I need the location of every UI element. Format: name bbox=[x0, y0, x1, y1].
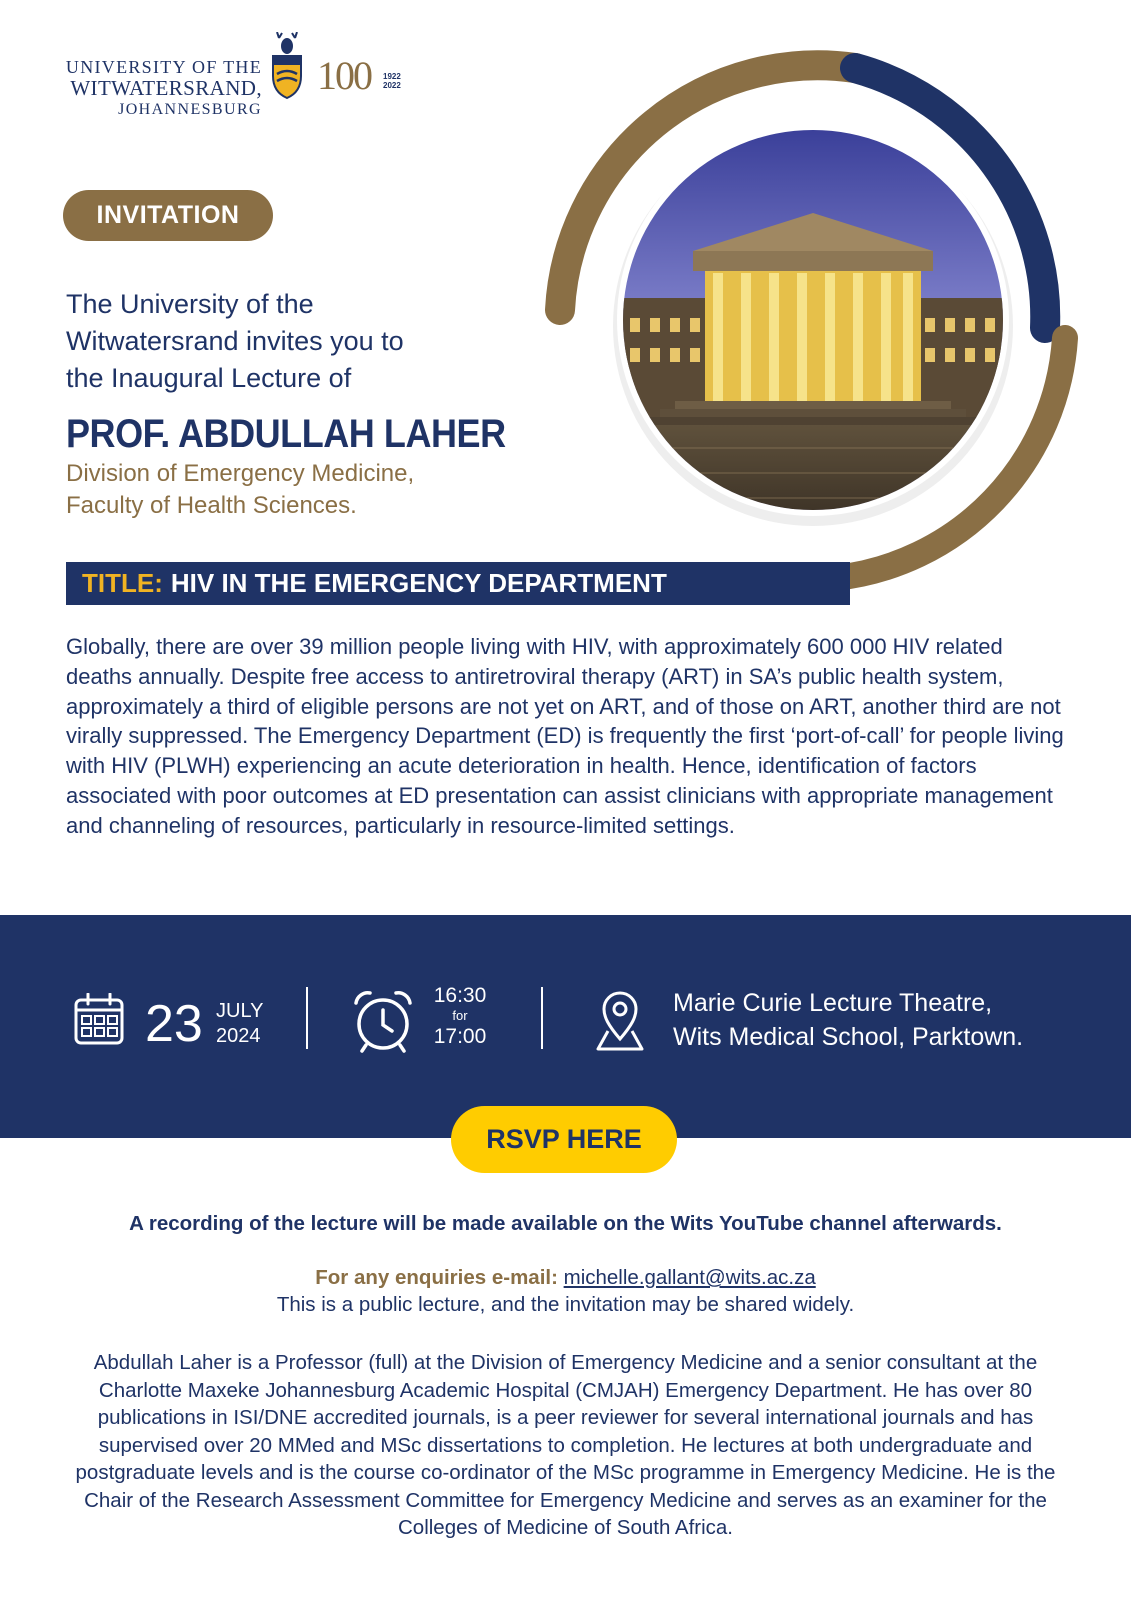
centenary-years bbox=[383, 72, 401, 90]
centenary-number: 100 bbox=[317, 53, 371, 98]
time-end: 17:00 bbox=[433, 1025, 487, 1048]
centenary-mark bbox=[317, 52, 401, 99]
invitation-badge: INVITATION bbox=[63, 190, 273, 241]
public-lecture-note: This is a public lecture, and the invitation may be shared widely. bbox=[276, 1293, 855, 1316]
venue-line-1: Marie Curie Lecture Theatre, bbox=[673, 989, 993, 1017]
title-label: TITLE: bbox=[82, 568, 163, 598]
event-venue bbox=[673, 986, 1023, 1054]
enquiries-line bbox=[0, 1266, 1131, 1290]
event-day: 23 bbox=[145, 995, 203, 1053]
logo-line-3: JOHANNESBURG bbox=[118, 101, 262, 118]
logo-line-1: UNIVERSITY OF THE bbox=[65, 57, 262, 77]
event-month: JULY bbox=[216, 1000, 264, 1022]
division-line-1: Division of Emergency Medicine, bbox=[66, 460, 415, 487]
venue-line-2: Wits Medical School, Parktown. bbox=[673, 1023, 1024, 1051]
calendar-icon bbox=[74, 993, 124, 1045]
university-name bbox=[62, 57, 262, 120]
event-time bbox=[425, 983, 495, 1049]
lecture-abstract: Globally, there are over 39 million people living with HIV, with approximately 600 000 HIV related deaths annually. Despite free access to antiretroviral therapy (ART) in SA’s public health system, approximately a third of eligible persons are not yet on ART, and of those on ART, another third are not virally suppressed. The Emergency Department (ED) is frequently the first ‘port-of-call’ for people living with HIV (PLWH) experiencing an acute deterioration in health. Hence, identification of factors associated with poor outcomes at ED presentation can assist clinicians with appropriate management and channeling of resources, particularly in resource-limited settings. bbox=[66, 634, 1064, 838]
time-for: for bbox=[452, 1008, 468, 1023]
lecture-title: HIV IN THE EMERGENCY DEPARTMENT bbox=[170, 568, 667, 598]
division-line-2: Faculty of Health Sciences. bbox=[66, 492, 357, 519]
event-year: 2024 bbox=[216, 1025, 261, 1047]
invitation-intro bbox=[66, 286, 506, 397]
alarm-clock-icon bbox=[352, 989, 414, 1053]
wits-crest-icon bbox=[267, 32, 307, 102]
logo-line-2: WITWATERSRAND, bbox=[70, 76, 262, 100]
divider bbox=[541, 987, 543, 1049]
building-photo-frame bbox=[545, 48, 1115, 608]
speaker-name: PROF. ABDULLAH LAHER bbox=[66, 412, 506, 456]
enquiries-label: For any enquiries e-mail: bbox=[315, 1266, 558, 1289]
centenary-year-start: 1922 bbox=[383, 72, 401, 81]
time-start: 16:30 bbox=[433, 984, 487, 1007]
enquiries-email-link[interactable]: michelle.gallant@wits.ac.za bbox=[563, 1266, 816, 1289]
speaker-bio: Abdullah Laher is a Professor (full) at the Division of Emergency Medicine and a senior consultant at the Charlotte Maxeke Johannesburg Academic Hospital (CMJAH) Emergency Department. He has over 80 publications in ISI/DNE accredited journals, is a peer reviewer for several international journals and has supervised over 20 MMed and MSc dissertations to completion. He lectures at both undergraduate and postgraduate levels and is the course co-ordinator of the MSc programme in Emergency Medicine. He is the Chair of the Research Assessment Committee for Emergency Medicine and serves as an examiner for the Colleges of Medicine of South Africa. bbox=[75, 1351, 1056, 1539]
location-pin-icon bbox=[588, 987, 652, 1053]
centenary-year-end: 2022 bbox=[383, 81, 401, 90]
intro-line-2: Witwatersrand invites you to bbox=[66, 326, 404, 356]
intro-line-1: The University of the bbox=[66, 289, 314, 319]
speaker-affiliation bbox=[66, 458, 414, 522]
divider bbox=[306, 987, 308, 1049]
event-month-year bbox=[216, 999, 263, 1049]
university-logo bbox=[62, 30, 422, 120]
intro-line-3: the Inaugural Lecture of bbox=[66, 363, 352, 393]
rsvp-button[interactable]: RSVP HERE bbox=[451, 1106, 677, 1173]
lecture-title-bar bbox=[66, 562, 850, 605]
event-details-band bbox=[0, 915, 1131, 1138]
recording-note: A recording of the lecture will be made available on the Wits YouTube channel afterwards. bbox=[129, 1212, 1002, 1235]
